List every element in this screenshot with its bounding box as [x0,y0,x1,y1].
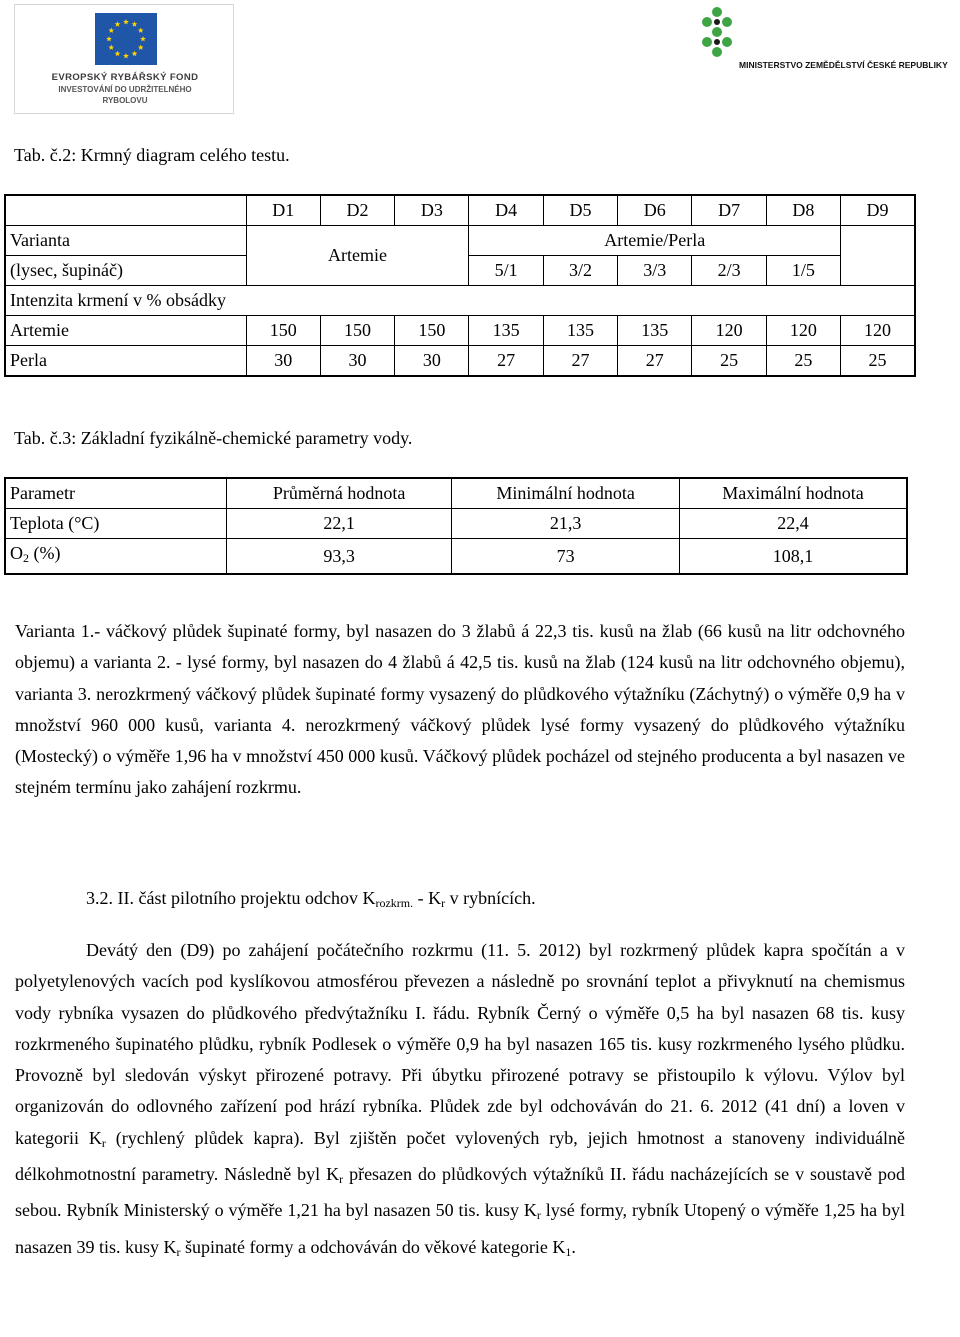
day-header: D5 [543,195,617,226]
table-row [5,346,915,377]
eu-logo-line-3: RYBOLOVU [102,96,148,105]
ratio-cell: 5/1 [469,256,543,286]
param-subscript: 2 [23,551,29,565]
row-label: Artemie [5,316,246,346]
table-cell: 27 [618,346,692,377]
table-row [5,316,915,346]
table-cell: 150 [320,316,394,346]
param-label: Teplota (°C) [5,509,226,539]
table-cell: 27 [469,346,543,377]
ministry-of-agriculture-logo [695,4,955,104]
table-row [5,195,915,226]
heading-text-c: v rybnících. [445,888,536,908]
eu-logo-line-2: INVESTOVÁNÍ DO UDRŽITELNÉHO [58,85,192,94]
ministry-emblem-icon [695,4,739,64]
ministry-logo-text: MINISTERSTVO ZEMĚDĚLSTVÍ ČESKÉ REPUBLIKY [739,60,948,70]
table-row [5,226,915,256]
day-header: D4 [469,195,543,226]
table-row [5,539,907,575]
column-header: Maximální hodnota [679,478,907,509]
column-header: Minimální hodnota [452,478,680,509]
stocking-paragraph [15,935,905,1268]
heading-text-a: 3.2. II. část pilotního projektu odchov K [86,888,376,908]
ratio-cell: 1/5 [766,256,840,286]
table-cell: 25 [766,346,840,377]
column-header: Parametr [5,478,226,509]
subscript: r [536,1208,541,1223]
table-cell: 135 [618,316,692,346]
table-cell: 93,3 [226,539,452,575]
variant-label: Varianta [5,226,246,256]
section-heading [86,888,536,911]
table-cell: 25 [841,346,915,377]
day-header: D2 [320,195,394,226]
heading-subscript-1: rozkrm. [375,896,414,910]
column-header: Průměrná hodnota [226,478,452,509]
variants-paragraph: Varianta 1.- váčkový plůdek šupinaté formy, byl nasazen do 3 žlabů á 22,3 tis. kusů na žlab (66 kusů na litr odchovného objemu) a varianta 2. - lysé formy, byl nasazen do 4 žlabů á 42,5 tis. kusů na žlab (124 kusů na litr odchovného objemu), varianta 3. nerozkrmený váčkový plůdek šupinaté formy vysazený do plůdkového výtažníku (Záchytný) o výměře 0,9 ha v množství 960 000 kusů, varianta 4. nerozkrmený váčkový plůdek lysé formy vysazený do plůdkového výtažníku (Mostecký) o výměře 1,96 ha v množství 450 000 kusů. Váčkový plůdek pocházel od stejného producenta a byl nasazen ve stejném termínu jako zahájení rozkrmu. [15,621,905,798]
ratio-cell: 3/3 [618,256,692,286]
table-cell: 108,1 [679,539,907,575]
ratio-cell: 3/2 [543,256,617,286]
day-header: D6 [618,195,692,226]
text-run: lysé formy, rybník Utopený o výměře 1,25 ha byl nasazen 39 tis. kusy K [15,1200,906,1257]
param-main: O [10,543,23,563]
table-cell: 30 [395,346,469,377]
eu-logo-line-1: EVROPSKÝ RYBÁŘSKÝ FOND [51,72,199,83]
ratio-cell: 2/3 [692,256,766,286]
variant-sublabel: (lysec, šupináč) [5,256,246,286]
table-cell: 135 [469,316,543,346]
heading-text-b: - K [413,888,442,908]
table-row [5,509,907,539]
day-header: D7 [692,195,766,226]
intensity-label: Intenzita krmení v % obsádky [5,286,915,316]
table3-caption: Tab. č.3: Základní fyzikálně-chemické parametry vody. [14,428,413,448]
table-cell: 25 [692,346,766,377]
table-cell: 150 [246,316,320,346]
day-header: D1 [246,195,320,226]
table-cell: 30 [246,346,320,377]
table-cell [5,195,246,226]
text-run: (rychlený plůdek kapra). Byl zjištěn počet vylovených ryb, jejich hmotnost a stanoveny individuálně délkohmotnostní parametry. Následně byl K [15,1127,905,1185]
water-parameters-table [4,477,908,575]
table-row [5,286,915,316]
subscript: r [101,1135,106,1150]
subscript: r [339,1172,344,1187]
heading-subscript-2: r [441,896,446,910]
table-cell: 30 [320,346,394,377]
table-cell: 150 [395,316,469,346]
eu-fisheries-fund-logo [14,4,234,114]
text-run: . [571,1236,576,1257]
day-header: D9 [841,195,915,226]
table-cell: 73 [452,539,680,575]
subscript: 1 [565,1244,572,1259]
artemie-perla-group-header: Artemie/Perla [469,226,841,256]
param-unit: (%) [29,543,61,563]
table-cell: 21,3 [452,509,680,539]
text-run: přesazen do plůdkových výtažníků II. řádu nacházejících se v soustavě pod sebou. Rybník Ministerský o výměře 1,21 ha byl nasazen 50 tis. kusy K [15,1164,905,1221]
row-label: Perla [5,346,246,377]
feeding-diagram-table [4,194,916,377]
table-cell: 135 [543,316,617,346]
table-cell: 120 [766,316,840,346]
table-cell: 120 [841,316,915,346]
eu-flag-icon [95,13,157,65]
day-header: D8 [766,195,840,226]
text-run: šupinaté formy a odchováván do věkové kategorie K [180,1236,566,1257]
param-label [5,539,226,575]
day-header: D3 [395,195,469,226]
table-row [5,478,907,509]
table-cell: 27 [543,346,617,377]
table-cell: 22,1 [226,509,452,539]
artemie-group-header: Artemie [246,226,469,286]
table-cell: 22,4 [679,509,907,539]
text-run: Devátý den (D9) po zahájení počátečního rozkrmu (11. 5. 2012) byl rozkrmený plůdek kapra spočítán a v polyetylenových vacích pod kyslíkovou atmosférou převezen a následně po srovnání teplot a přivyknutí na chemismus vody rybníka vysazen do plůdkového předvýtažníku I. řádu. Rybník Černý o výměře 0,5 ha byl nasazen 68 tis. kusy rozkrmeného šupinatého plůdku, rybník Podlesek o výměře 0,9 ha byl nasazen 165 tis. kusy rozkrmeného lysého plůdku. Provozně byl sledován výskyt přirozené potravy. Při úbytku přirozené potravy se přistoupilo k výlovu. Výlov byl organizován do odlovného zařízení pod hrází rybníka. Plůdek zde byl odchováván do 21. 6. 2012 (41 dní) a loven v kategorii K [15,940,905,1148]
subscript: r [176,1244,181,1259]
table2-caption: Tab. č.2: Krmný diagram celého testu. [14,145,290,165]
table-cell: 120 [692,316,766,346]
